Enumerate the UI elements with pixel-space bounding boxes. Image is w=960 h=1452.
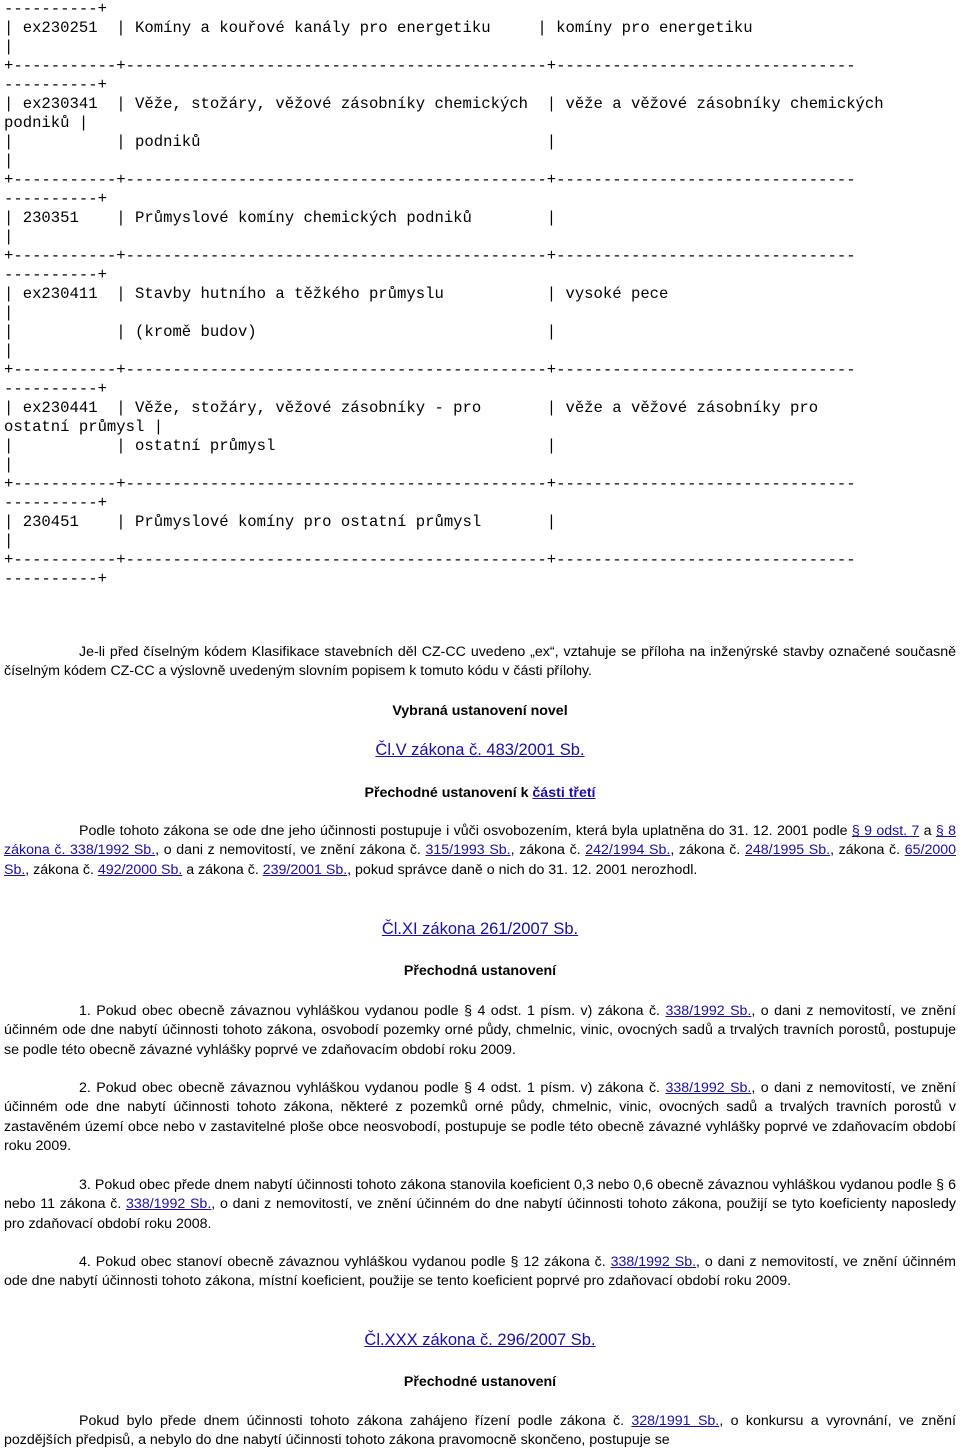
table-line: | | (kromě budov) | [4, 323, 557, 341]
link-248-1995[interactable]: 248/1995 Sb. [744, 842, 831, 859]
transitional-heading-261: Přechodná ustanovení [403, 963, 557, 979]
law-link-483-2001[interactable]: Čl.V zákona č. 483/2001 Sb. [375, 741, 585, 759]
table-line: ----------+ [4, 76, 107, 94]
link-242-1994[interactable]: 242/1994 Sb. [585, 842, 671, 859]
table-line: | ex230411 | Stavby hutního a těžkého průmyslu | vysoké pece [4, 285, 669, 303]
table-line: | [4, 532, 14, 550]
table-line: +-----------+---------------------------------------------+-------------------------------- [4, 171, 856, 189]
table-line: ----------+ [4, 570, 107, 588]
table-line: +-----------+---------------------------------------------+-------------------------------- [4, 551, 856, 569]
table-line: | [4, 304, 14, 322]
table-line: ----------+ [4, 0, 107, 18]
section-heading-novels: Vybraná ustanovení novel [392, 703, 568, 719]
paragraph-1: 1. Pokud obec obecně závaznou vyhláškou vydanou podle § 4 odst. 1 písm. v) zákona č. 338/1992 Sb., o dani z nemovitostí, ve znění účinném ode dne nabytí účinnosti tohoto zákona, osvobodí pozemky orné půdy, chmelnic, vinic, ovocných sadů a trvalých travních porostů, postupuje se podle této obecně závazné vyhlášky poprvé ve zdaňovacím období roku 2009. [4, 1003, 956, 1058]
table-line: | | ostatní průmysl | [4, 437, 557, 455]
link-338-1992-p2[interactable]: 338/1992 Sb. [665, 1080, 752, 1096]
table-line: +-----------+---------------------------------------------+-------------------------------- [4, 361, 856, 379]
table-line: | [4, 228, 14, 246]
table-line: +-----------+---------------------------------------------+-------------------------------- [4, 57, 856, 75]
table-line: +-----------+---------------------------------------------+-------------------------------- [4, 247, 856, 265]
table-line: ----------+ [4, 266, 107, 284]
law-link-296-2007[interactable]: Čl.XXX zákona č. 296/2007 Sb. [364, 1331, 596, 1349]
table-line: ----------+ [4, 380, 107, 398]
link-239-2001[interactable]: 239/2001 Sb. [262, 861, 348, 878]
ex-note: Je-li před číselným kódem Klasifikace stavebních děl CZ-CC uvedeno „ex“, vztahuje se příloha na inženýrské stavby označené současně číselným kódem CZ-CC a výslovně uvedeným slovním popisem k tomuto kódu v části přílohy. [4, 644, 956, 680]
table-line: | ex230341 | Věže, stožáry, věžové zásobníky chemických | věže a věžové zásobníky chemických [4, 95, 884, 113]
paragraph-bankruptcy: Pokud bylo přede dnem účinnosti tohoto zákona zahájeno řízení podle zákona č. 328/1991 Sb., o konkursu a vyrovnání, ve znění pozdějších předpisů, a nebylo do dne nabytí účinnosti tohoto zákona pravomocně skončeno, postupuje se [4, 1413, 956, 1449]
part-three-link[interactable]: části třetí [532, 785, 596, 801]
paragraph-4: 4. Pokud obec stanoví obecně závaznou vyhláškou vydanou podle § 12 zákona č. 338/1992 Sb., o dani z nemovitostí, ve znění účinném ode dne nabytí účinnosti tohoto zákona, místní koeficient, použije se tento koeficient poprvé pro zdaňovací období roku 2009. [4, 1254, 956, 1290]
table-line: | | podniků | [4, 133, 557, 151]
link-65-2000[interactable]: 65/2000 Sb. [4, 842, 957, 878]
table-line: | [4, 38, 14, 56]
paragraph-exemptions: Podle tohoto zákona se ode dne jeho účinnosti postupuje i vůči osvobozením, která byla uplatněna do 31. 12. 2001 podle § 9 odst. 7 a § 8 zákona č. 338/1992 Sb., o dani z nemovitostí, ve znění zákona č. 315/1993 Sb., zákona č. 242/1994 Sb., zákona č. 248/1995 Sb., zákona č. 65/2000 Sb., zákona č. 492/2000 Sb. a zákona č. 239/2001 Sb., pokud správce daně o nich do 31. 12. 2001 nerozhodl. [4, 823, 957, 878]
table-line: | 230451 | Průmyslové komíny pro ostatní průmysl | [4, 513, 557, 531]
classification-table [4, 0, 884, 589]
link-315-1993[interactable]: 315/1993 Sb. [425, 842, 511, 859]
law-link-261-2007[interactable]: Čl.XI zákona 261/2007 Sb. [381, 920, 579, 938]
transitional-heading-296: Přechodné ustanovení [403, 1374, 557, 1390]
table-line: ostatní průmysl | [4, 418, 164, 436]
table-line: | [4, 152, 14, 170]
paragraph-3: 3. Pokud obec přede dnem nabytí účinnosti tohoto zákona stanovila koeficient 0,3 nebo 0,6 obecně závaznou vyhláškou vydanou podle § 6 nebo 11 zákona č. 338/1992 Sb., o dani z nemovitostí, ve znění účinném do dne nabytí účinnosti tohoto zákona, použijí se tyto koeficienty naposledy pro zdaňovací období roku 2008. [4, 1177, 956, 1232]
table-line: | 230351 | Průmyslové komíny chemických podniků | [4, 209, 557, 227]
link-338-1992-p4[interactable]: 338/1992 Sb. [610, 1254, 697, 1270]
link-338-1992-p1[interactable]: 338/1992 Sb. [665, 1003, 752, 1019]
transitional-heading-part3: Přechodné ustanovení k části třetí [364, 785, 596, 801]
link-8-zakona-338-1992[interactable]: § 8 zákona č. 338/1992 Sb. [4, 823, 957, 859]
table-line: | [4, 342, 14, 360]
link-328-1991[interactable]: 328/1991 Sb. [631, 1413, 720, 1429]
table-line: ----------+ [4, 494, 107, 512]
paragraph-2: 2. Pokud obec obecně závaznou vyhláškou vydanou podle § 4 odst. 1 písm. v) zákona č. 338/1992 Sb., o dani z nemovitostí, ve znění účinném ode dne nabytí účinnosti tohoto zákona, některé z pozemků orné půdy, chmelnic, vinic, ovocných sadů a trvalých travních porostů v zastavěném území obce nebo v zastavitelné ploše obce neosvobodí, postupuje se podle této obecně závazné vyhlášky poprvé ve zdaňovacím období roku 2009. [4, 1080, 956, 1154]
table-line: | [4, 456, 14, 474]
table-line: podniků | [4, 114, 89, 132]
table-line: | ex230251 | Komíny a kouřové kanály pro energetiku | komíny pro energetiku [4, 19, 753, 37]
table-line: | ex230441 | Věže, stožáry, věžové zásobníky - pro | věže a věžové zásobníky pro [4, 399, 819, 417]
link-9-odst-7[interactable]: § 9 odst. 7 [851, 823, 920, 839]
link-338-1992-p3[interactable]: 338/1992 Sb. [126, 1196, 212, 1213]
table-line: +-----------+---------------------------------------------+-------------------------------- [4, 475, 856, 493]
link-492-2000[interactable]: 492/2000 Sb. [97, 861, 183, 878]
table-line: ----------+ [4, 190, 107, 208]
